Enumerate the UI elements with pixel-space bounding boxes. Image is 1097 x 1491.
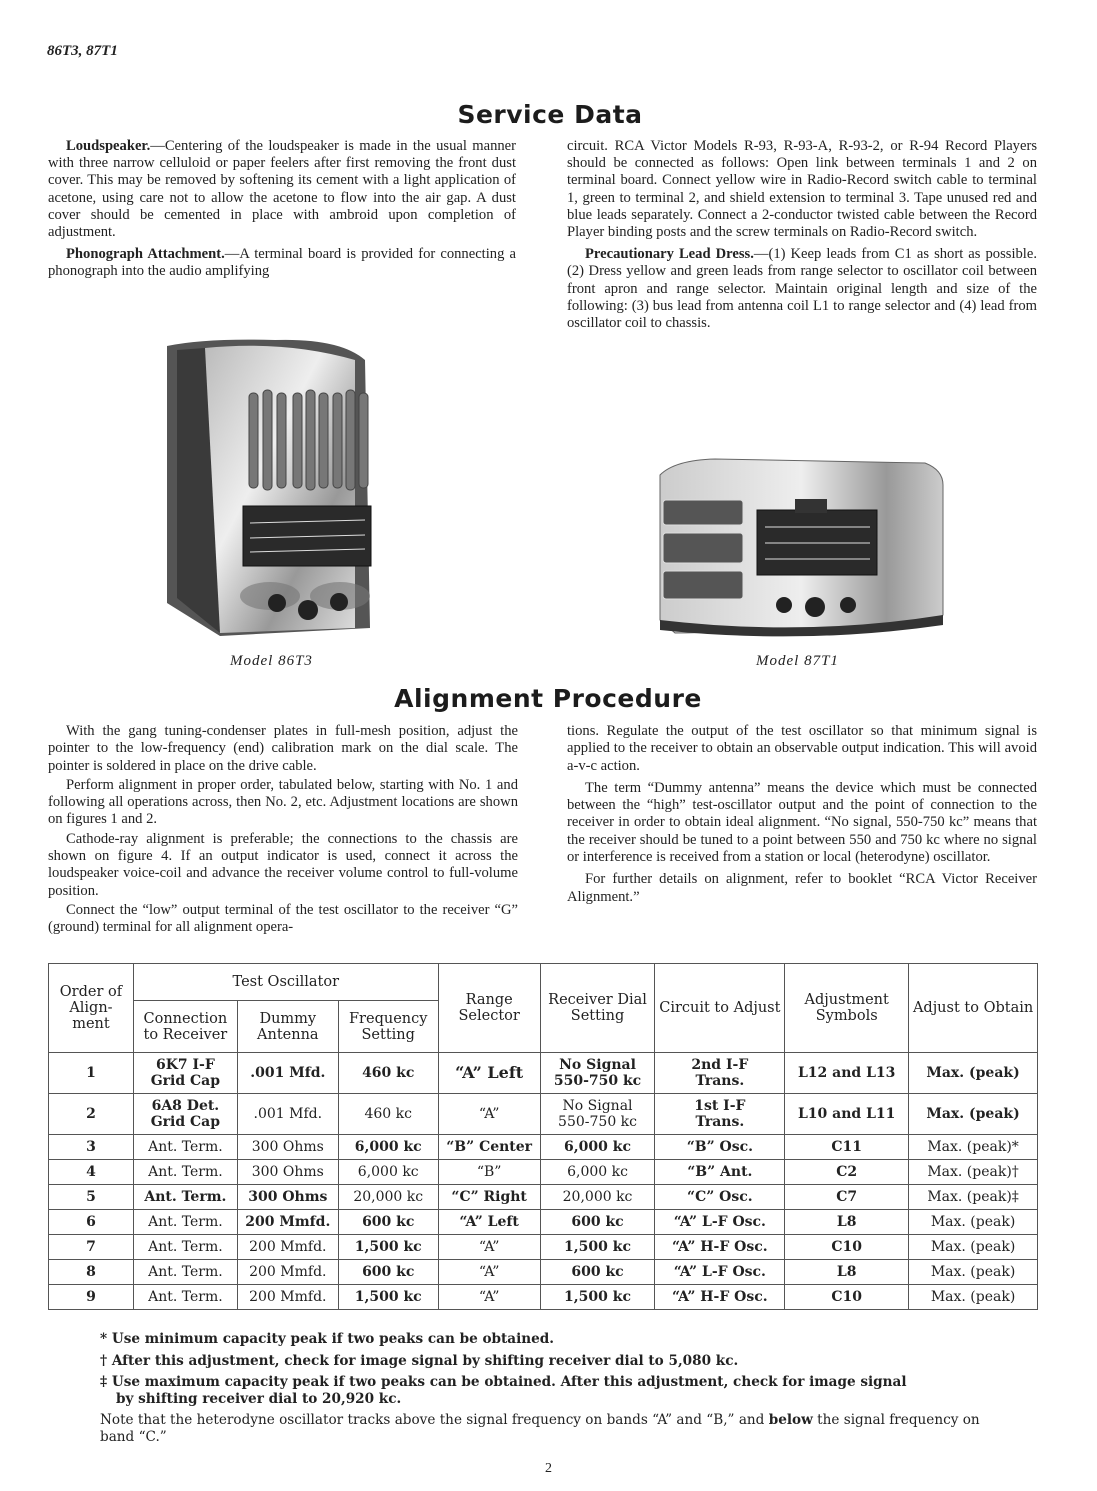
cell-order: 6 [49,1210,134,1235]
alignment-right-column [567,723,1037,911]
alignment-paragraph: Connect the “low” output terminal of the test oscillator to the receiver “G” (ground) terminal for all alignment opera- [48,901,518,936]
cell-range: “A” [438,1260,540,1285]
paragraph-text: —Centering of the loudspeaker is made in the usual manner with three narrow celluloid or paper feelers after first removing the front dust cover. This may be removed by softening its cement with a light application of acetone, using care not to allow the acetone to flow into the air gap. A dust cover should be cemented in place with ambroid upon completion of adjustment. [48,138,516,241]
service-data-right-column [567,138,1037,337]
footnote-text: ‡ Use maximum capacity peak if two peaks can be obtained. After this adjustment, check for image signal [100,1374,907,1390]
page-number: 2 [545,1461,552,1476]
header-obtain: Adjust to Obtain [909,964,1038,1053]
alignment-paragraph: For further details on alignment, refer to booklet “RCA Victor Receiver Alignment.” [567,871,1037,905]
cell-dial: 20,000 kc [540,1185,655,1210]
cell-circuit: “B” Ant. [655,1160,785,1185]
table-row [49,1160,1038,1185]
paragraph-heading: Precautionary Lead Dress. [585,246,754,263]
cell-obtain: Max. (peak) [909,1053,1038,1094]
header-connection: Connection to Receiver [133,1001,237,1053]
alignment-table [48,963,1038,1310]
cell-frequency: 6,000 kc [338,1135,438,1160]
alignment-paragraph: Perform alignment in proper order, tabulated below, starting with No. 1 and following all operations across, then No. 2, etc. Adjustment locations are shown on figures 1 and 2. [48,776,518,828]
cell-frequency: 460 kc [338,1094,438,1135]
phonograph-paragraph-cont: circuit. RCA Victor Models R-93, R-93-A, R-93-2, or R-94 Record Players should be connected as follows: Open link between terminals 1 and 2 on terminal board. Connect yellow wire in Radio-Record switch cable to terminal 1, green to terminal 2, and shield extension to terminal 3. Tape unused red and blue leads separately. Connect a 2-conductor twisted cable between the Record Player binding posts and the screw terminals on Radio-Record switch. [567,138,1037,241]
footnote-text: by shifting receiver dial to 20,920 kc. [116,1390,402,1407]
cell-symbols: C10 [785,1235,909,1260]
cell-connection: Ant. Term. [133,1210,237,1235]
cell-symbols: C10 [785,1285,909,1310]
paragraph-text: —A terminal board is provided for connecting a phonograph into the audio amplifying [48,246,516,280]
cell-dummy: 300 Ohms [237,1135,338,1160]
cell-dial: No Signal 550-750 kc [540,1094,655,1135]
figure-caption-87t1: Model 87T1 [756,653,839,669]
cell-dial: 6,000 kc [540,1135,655,1160]
cell-order: 7 [49,1235,134,1260]
cell-obtain: Max. (peak) [909,1285,1038,1310]
header-order: Order of Align- ment [49,964,134,1053]
cell-obtain: Max. (peak)* [909,1135,1038,1160]
alignment-paragraph: With the gang tuning-condenser plates in full-mesh position, adjust the pointer to the low-frequency (end) calibration mark on the dial scale. The pointer is soldered in place on the drive cable. [48,723,518,774]
cell-range: “A” [438,1094,540,1135]
cell-dial: 6,000 kc [540,1160,655,1185]
cell-circuit: “A” L-F Osc. [655,1210,785,1235]
cell-frequency: 20,000 kc [338,1185,438,1210]
cell-order: 5 [49,1185,134,1210]
cell-connection: 6K7 I-F Grid Cap [133,1053,237,1094]
table-row [49,1285,1038,1310]
header-dummy-antenna: Dummy Antenna [237,1001,338,1053]
cell-obtain: Max. (peak) [909,1235,1038,1260]
cell-frequency: 600 kc [338,1260,438,1285]
cell-obtain: Max. (peak)‡ [909,1185,1038,1210]
title-word: Data [574,100,643,129]
cell-connection: Ant. Term. [133,1235,237,1260]
figure-caption-86t3: Model 86T3 [230,653,313,669]
cell-connection: 6A8 Det. Grid Cap [133,1094,237,1135]
header-range-selector: Range Selector [438,964,540,1053]
cell-obtain: Max. (peak) [909,1260,1038,1285]
cell-circuit: “A” L-F Osc. [655,1260,785,1285]
cell-dial: 600 kc [540,1260,655,1285]
cell-dummy: .001 Mfd. [237,1053,338,1094]
cell-frequency: 460 kc [338,1053,438,1094]
header-test-oscillator: Test Oscillator [133,964,438,1001]
cell-dial: No Signal 550-750 kc [540,1053,655,1094]
note-text: the signal frequency on band “C.” [100,1412,980,1445]
cell-symbols: L8 [785,1260,909,1285]
cell-range: “B” [438,1160,540,1185]
paragraph-heading: Phonograph Attachment. [66,246,225,263]
cell-connection: Ant. Term. [133,1160,237,1185]
cell-order: 3 [49,1135,134,1160]
paragraph-text: —(1) Keep leads from C1 as short as possible. (2) Dress yellow and green leads from range selector to oscillator coil between front apron and range selector. Maintain original length and size of the following: (3) bus lead from antenna coil L1 to range selector and (4) lead from oscillator coil to chassis. [567,246,1037,332]
cell-order: 8 [49,1260,134,1285]
cell-order: 9 [49,1285,134,1310]
cell-symbols: C11 [785,1135,909,1160]
cell-dummy: 300 Ohms [237,1185,338,1210]
paragraph-heading: Loudspeaker. [66,138,151,154]
cell-order: 1 [49,1053,134,1094]
band-tracking-note [100,1412,995,1445]
cell-circuit: “C” Osc. [655,1185,785,1210]
cell-obtain: Max. (peak) [909,1094,1038,1135]
cell-dial: 1,500 kc [540,1285,655,1310]
section-title-alignment-procedure: Alignment Procedure [394,684,702,713]
cell-circuit: “A” H-F Osc. [655,1235,785,1260]
table-row [49,1235,1038,1260]
section-title-service-data [400,100,700,129]
cell-frequency: 600 kc [338,1210,438,1235]
cell-dummy: 300 Ohms [237,1160,338,1185]
footnote-asterisk: * Use minimum capacity peak if two peaks can be obtained. [100,1331,555,1347]
header-frequency: Frequency Setting [338,1001,438,1053]
header-dial-setting: Receiver Dial Setting [540,964,655,1053]
table-row [49,1210,1038,1235]
cell-range: “C” Right [438,1185,540,1210]
header-symbols: Adjustment Symbols [785,964,909,1053]
service-data-left-column [48,138,516,286]
loudspeaker-paragraph [48,138,516,241]
alignment-paragraph: Cathode-ray alignment is preferable; the connections to the chassis are shown on figure 4. If an output indicator is used, connect it across the loudspeaker voice-coil and advance the receiver volume control to full-volume position. [48,830,518,899]
cell-symbols: L12 and L13 [785,1053,909,1094]
tabletop-radio-image [655,455,945,640]
cell-dial: 600 kc [540,1210,655,1235]
cell-symbols: C2 [785,1160,909,1185]
note-text-bold: below [768,1412,813,1428]
cell-obtain: Max. (peak) [909,1210,1038,1235]
cell-dial: 1,500 kc [540,1235,655,1260]
cell-connection: Ant. Term. [133,1285,237,1310]
cell-dummy: 200 Mmfd. [237,1260,338,1285]
cell-connection: Ant. Term. [133,1260,237,1285]
cell-order: 2 [49,1094,134,1135]
table-row [49,1094,1038,1135]
lead-dress-paragraph [567,246,1037,332]
cell-circuit: 2nd I-F Trans. [655,1053,785,1094]
cell-obtain: Max. (peak)† [909,1160,1038,1185]
cell-dummy: .001 Mfd. [237,1094,338,1135]
footnotes [100,1331,995,1450]
title-word: Service [457,100,565,129]
model-id-header: 86T3, 87T1 [47,43,118,59]
cell-circuit: “A” H-F Osc. [655,1285,785,1310]
cell-circuit: “B” Osc. [655,1135,785,1160]
table-row [49,1185,1038,1210]
cell-connection: Ant. Term. [133,1135,237,1160]
cell-range: “A” [438,1235,540,1260]
alignment-paragraph: The term “Dummy antenna” means the device which must be connected between the “high” test-oscillator output and the point of connection to the receiver in order to obtain ideal alignment. “No signal, 550-750 kc” means that the receiver should be tuned to a point between 550 and 750 kc where no signal or interference is received from a station or local (heterodyne) oscillator. [567,779,1037,866]
note-text: Note that the heterodyne oscillator tracks above the signal frequency on bands “A” and “B,” and [100,1412,769,1428]
cell-order: 4 [49,1160,134,1185]
cell-range: “A” [438,1285,540,1310]
cell-dummy: 200 Mmfd. [237,1235,338,1260]
table-row [49,1260,1038,1285]
alignment-left-column [48,723,518,939]
cell-symbols: L8 [785,1210,909,1235]
cell-symbols: L10 and L11 [785,1094,909,1135]
cell-frequency: 1,500 kc [338,1285,438,1310]
cell-frequency: 6,000 kc [338,1160,438,1185]
cell-dummy: 200 Mmfd. [237,1285,338,1310]
cell-range: “A” Left [438,1053,540,1094]
footnote-dagger: † After this adjustment, check for image signal by shifting receiver dial to 5,080 kc. [100,1352,739,1369]
footnote-double-dagger [100,1374,995,1407]
cell-connection: Ant. Term. [133,1185,237,1210]
cell-circuit: 1st I-F Trans. [655,1094,785,1135]
cell-symbols: C7 [785,1185,909,1210]
header-circuit: Circuit to Adjust [655,964,785,1053]
tombstone-radio-image [165,338,385,638]
table-row [49,1135,1038,1160]
cell-dummy: 200 Mmfd. [237,1210,338,1235]
cell-range: “B” Center [438,1135,540,1160]
table-row [49,1053,1038,1094]
cell-range: “A” Left [438,1210,540,1235]
phonograph-paragraph [48,246,516,280]
alignment-paragraph: tions. Regulate the output of the test oscillator so that minimum signal is applied to the receiver to obtain an observable output indication. This will avoid a-v-c action. [567,723,1037,774]
cell-frequency: 1,500 kc [338,1235,438,1260]
